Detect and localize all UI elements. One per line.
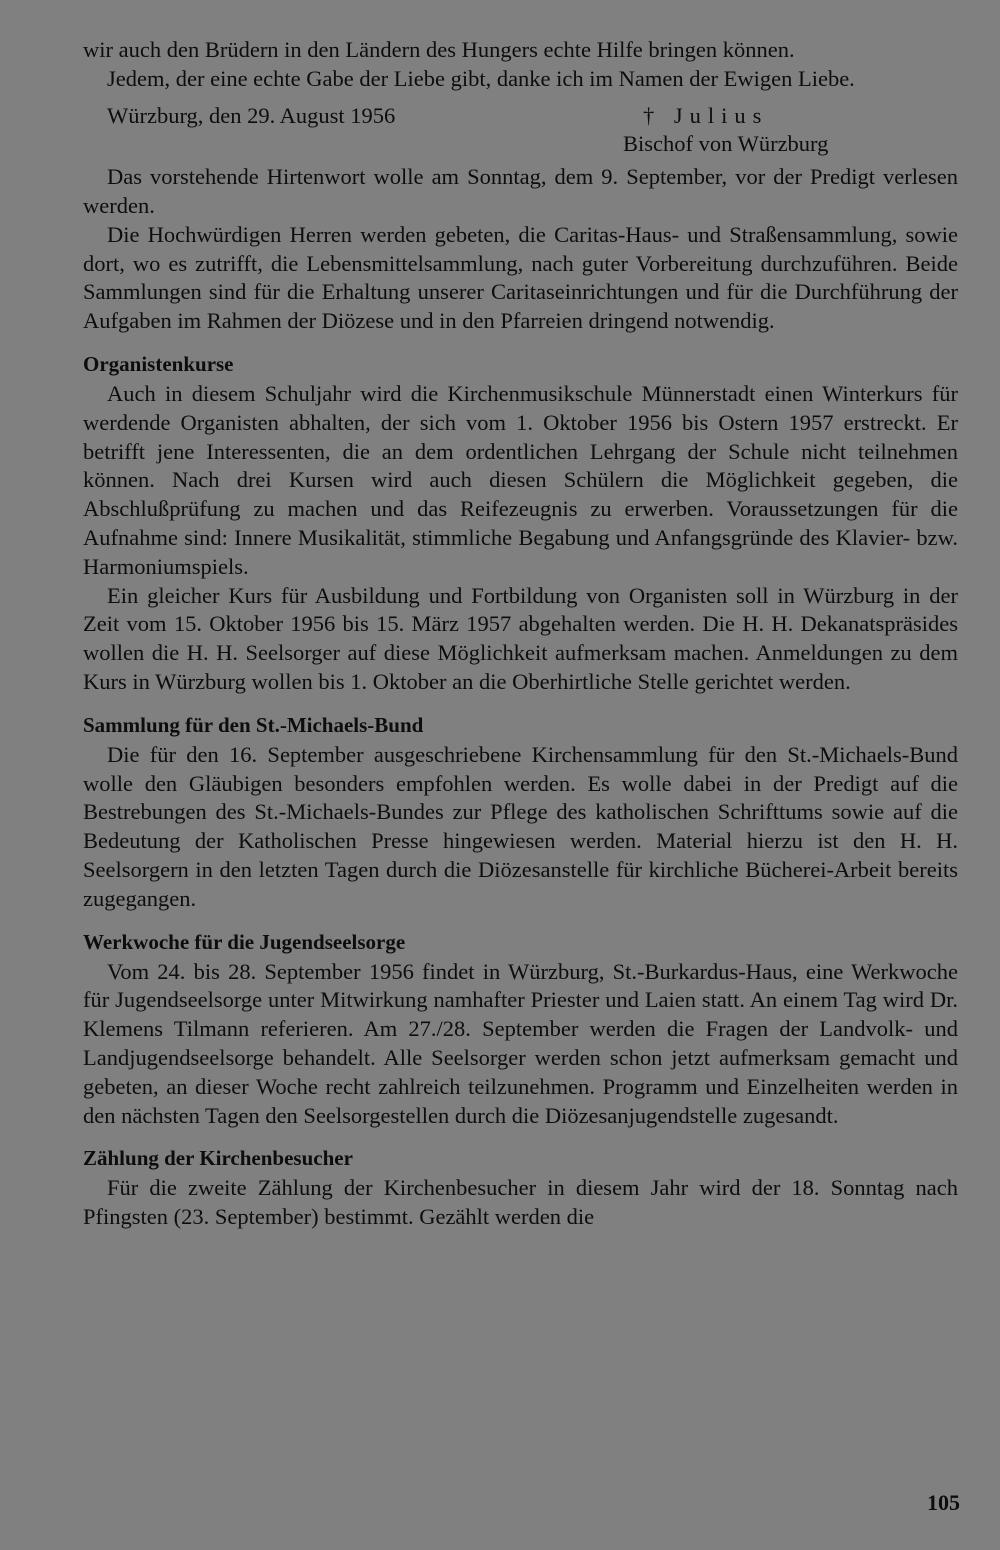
section-heading-organistenkurse: Organistenkurse bbox=[83, 351, 234, 376]
signature-name: † Julius bbox=[643, 102, 769, 128]
notice-paragraph-2: Die Hochwürdigen Herren werden gebeten, die Caritas-Haus- und Straßensammlung, sowie dort, wo es zutrifft, die Lebensmittelsammlung, nach guter Vorbereitung durchzuführen. Beide Sammlungen sind für die Erhaltung unserer Caritaseinrichtungen und für die Durchführung der Aufgaben im Rahmen der Diözese und in den Pfarreien dringend notwendig. bbox=[83, 221, 958, 334]
signature-line bbox=[83, 102, 958, 131]
page-content bbox=[83, 36, 958, 1232]
section-paragraph: Vom 24. bis 28. September 1956 findet in Würzburg, St.-Burkardus-Haus, eine Werkwoche für Jugendseelsorge unter Mitwirkung namhafter Priester und Laien statt. An einem Tag wird Dr. Klemens Tilmann referieren. Am 27./28. September werden die Fragen der Landvolk- und Landjugendseelsorge behandelt. Alle Seelsorger werden schon jetzt aufmerksam gemacht und gebeten, an dieser Woche recht zahlreich teilzunehmen. Programm und Einzelheiten werden in den nächsten Tagen den Seelsorgestellen durch die Diözesanjugendstelle zugesandt. bbox=[83, 958, 958, 1128]
section-heading-michaels-bund: Sammlung für den St.-Michaels-Bund bbox=[83, 712, 424, 737]
notice-paragraph-1: Das vorstehende Hirtenwort wolle am Sonntag, dem 9. September, vor der Predigt verlesen werden. bbox=[83, 164, 958, 218]
page-number: 105 bbox=[927, 1490, 960, 1515]
section-heading-zaehlung: Zählung der Kirchenbesucher bbox=[83, 1146, 353, 1171]
intro-paragraph-2: Jedem, der eine echte Gabe der Liebe gibt, danke ich im Namen der Ewigen Liebe. bbox=[107, 65, 855, 91]
intro-paragraph-1: wir auch den Brüdern in den Ländern des Hungers echte Hilfe bringen können. bbox=[83, 37, 795, 62]
section-paragraph: Für die zweite Zählung der Kirchenbesucher in diesem Jahr wird der 18. Sonntag nach Pfingsten (23. September) bestimmt. Gezählt werden die bbox=[83, 1175, 958, 1230]
section-paragraph: Die für den 16. September ausgeschriebene Kirchensammlung für den St.-Michaels-Bund wolle den Gläubigen besonders empfohlen werden. Es wolle dabei in der Predigt auf die Bestrebungen des St.-Michaels-Bundes zur Pflege des katholischen Schrifttums sowie auf die Bedeutung der Katholischen Presse hingewiesen werden. Material hierzu ist den H. H. Seelsorgern in den letzten Tagen durch die Diözesanstelle für kirchliche Bücherei-Arbeit bereits zugegangen. bbox=[83, 741, 958, 911]
place-date: Würzburg, den 29. August 1956 bbox=[107, 102, 396, 128]
signature-title: Bischof von Würzburg bbox=[623, 131, 829, 157]
section-paragraph: Auch in diesem Schuljahr wird die Kirchenmusikschule Münnerstadt einen Winterkurs für werdende Organisten abhalten, der sich vom 1. Oktober 1956 bis Ostern 1957 erstreckt. Er betrifft jene Interessenten, die an dem ordentlichen Lehrgang der Schule nicht teilnehmen können. Nach drei Kursen wird auch diesen Schülern die Möglichkeit gegeben, die Abschlußprüfung zu machen und das Reifezeugnis zu erwerben. Voraussetzungen für die Aufnahme sind: Innere Musikalität, stimmliche Begabung und Anfangsgründe des Klavier- bzw. Harmoniumspiels. bbox=[83, 380, 958, 579]
section-paragraph: Ein gleicher Kurs für Ausbildung und Fortbildung von Organisten soll in Würzburg in der Zeit vom 15. Oktober 1956 bis 15. März 1957 abgehalten werden. Die H. H. Dekanatspräsides wollen die H. H. Seelsorger auf diese Möglichkeit aufmerksam machen. Anmeldungen zu dem Kurs in Würzburg wollen bis 1. Oktober an die Oberhirtliche Stelle gerichtet werden. bbox=[83, 582, 958, 694]
section-heading-werkwoche: Werkwoche für die Jugendseelsorge bbox=[83, 929, 406, 954]
